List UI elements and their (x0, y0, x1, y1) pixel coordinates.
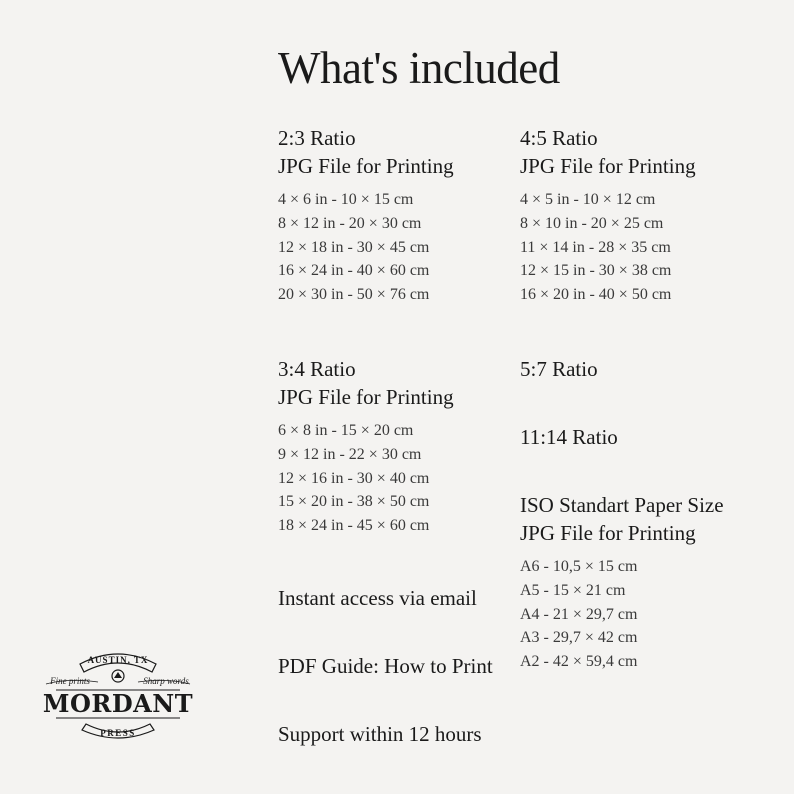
size-item: 15 × 20 in - 38 × 50 cm (278, 493, 430, 511)
size-item: 8 × 12 in - 20 × 30 cm (278, 214, 422, 232)
size-item: 16 × 20 in - 40 × 50 cm (520, 286, 672, 304)
size-list (278, 188, 454, 307)
section-ratio-5-7 (520, 355, 598, 383)
section-heading: 5:7 Ratio (520, 357, 598, 381)
section-heading: ISO Standart Paper Size (520, 493, 724, 517)
logo-right-text: Sharp words (143, 676, 189, 686)
logo-left-text: Fine prints (50, 676, 90, 686)
size-list (278, 419, 454, 538)
size-item: 4 × 6 in - 10 × 15 cm (278, 191, 414, 208)
size-item: 12 × 18 in - 30 × 45 cm (278, 238, 430, 256)
size-item: A5 - 15 × 21 cm (520, 581, 626, 599)
size-item: 16 × 24 in - 40 × 60 cm (278, 262, 430, 280)
size-item: 8 × 10 in - 20 × 25 cm (520, 214, 664, 232)
logo-graphic (44, 646, 192, 742)
section-iso (520, 491, 724, 674)
section-heading: 4:5 Ratio (520, 126, 598, 150)
page-title: What's included (278, 43, 560, 93)
size-item: A6 - 10,5 × 15 cm (520, 558, 638, 575)
section-ratio-11-14 (520, 423, 618, 451)
section-heading: 3:4 Ratio (278, 357, 356, 381)
size-item: 12 × 16 in - 30 × 40 cm (278, 469, 430, 487)
size-list (520, 188, 696, 307)
section-ratio-2-3 (278, 124, 454, 307)
logo-bottom-text: PRESS (100, 728, 136, 738)
size-item: 11 × 14 in - 28 × 35 cm (520, 238, 671, 256)
logo-main-text: MORDANT (42, 689, 194, 718)
section-heading: 11:14 Ratio (520, 425, 618, 449)
section-subheading: JPG File for Printing (278, 154, 454, 178)
mordant-press-logo (44, 646, 192, 742)
size-item: 12 × 15 in - 30 × 38 cm (520, 262, 672, 280)
size-item: 20 × 30 in - 50 × 76 cm (278, 286, 430, 304)
size-item: A2 - 42 × 59,4 cm (520, 653, 638, 671)
section-subheading: JPG File for Printing (278, 385, 454, 409)
size-item: 6 × 8 in - 15 × 20 cm (278, 422, 414, 439)
size-list (520, 555, 724, 674)
extra-email-access: Instant access via email (278, 586, 477, 610)
size-item: 18 × 24 in - 45 × 60 cm (278, 517, 430, 535)
section-subheading: JPG File for Printing (520, 521, 696, 545)
extra-pdf-guide: PDF Guide: How to Print (278, 654, 493, 678)
logo-top-text: AUSTIN, TX (87, 655, 149, 665)
section-heading: 2:3 Ratio (278, 126, 356, 150)
section-ratio-4-5 (520, 124, 696, 307)
section-ratio-3-4 (278, 355, 454, 538)
extra-support: Support within 12 hours (278, 722, 482, 746)
size-item: A4 - 21 × 29,7 cm (520, 605, 638, 623)
size-item: A3 - 29,7 × 42 cm (520, 629, 638, 647)
section-subheading: JPG File for Printing (520, 154, 696, 178)
size-item: 4 × 5 in - 10 × 12 cm (520, 191, 656, 208)
size-item: 9 × 12 in - 22 × 30 cm (278, 445, 422, 463)
